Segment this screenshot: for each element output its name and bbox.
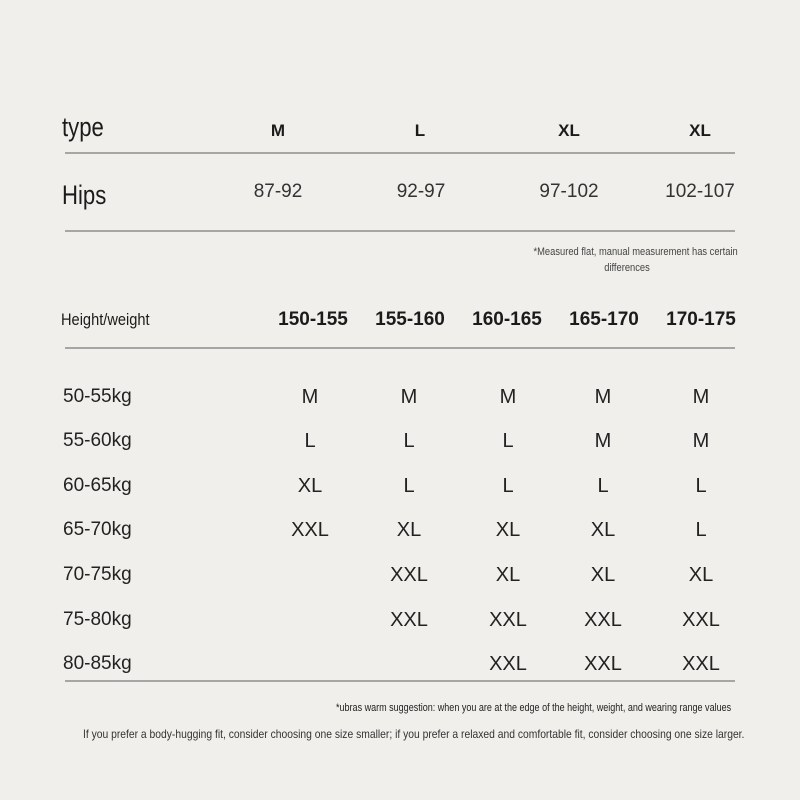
height-column-header: 160-165 [472,309,542,330]
size-cell: L [403,430,415,452]
size-cell: XL [396,519,422,541]
size-cell: XXL [489,653,527,675]
size-cell: XXL [291,519,329,541]
divider [65,347,735,349]
height-weight-header: Height/weight [61,310,150,329]
size-cell: L [403,475,415,497]
fit-suggestion-note: *ubras warm suggestion: when you are at the edge of the height, weight, and wearing range values [336,702,732,714]
weight-label: 75-80kg [63,609,132,630]
height-column-header: 155-160 [375,309,445,330]
size-cell: L [304,430,316,452]
measurement-note-line: differences [604,262,650,274]
hips-value: 102-107 [665,181,735,202]
weight-label: 55-60kg [63,430,132,451]
divider [65,230,735,232]
size-cell: XXL [682,609,720,631]
measurement-note-line: *Measured flat, manual measurement has certain [533,246,738,258]
hips-label: Hips [62,180,107,210]
size-cell: M [594,386,612,408]
size-header-l: L [414,121,426,140]
size-cell: XXL [489,609,527,631]
size-cell: XXL [682,653,720,675]
size-cell: XXL [390,609,428,631]
size-cell: M [301,386,319,408]
size-cell: L [502,430,514,452]
size-cell: XL [590,519,616,541]
size-cell: L [695,475,707,497]
type-label: type [62,112,104,142]
size-cell: XXL [584,653,622,675]
size-cell: XL [495,564,521,586]
size-cell: XXL [584,609,622,631]
size-cell: L [695,519,707,541]
hips-value: 97-102 [539,181,599,202]
height-column-header: 165-170 [569,309,639,330]
size-cell: L [502,475,514,497]
hips-value: 87-92 [253,181,303,202]
size-cell: XL [688,564,714,586]
height-column-header: 170-175 [666,309,736,330]
divider [65,680,735,682]
divider [65,152,735,154]
size-cell: L [597,475,609,497]
fit-advice-note: If you prefer a body-hugging fit, consider choosing one size smaller; if you prefer a relaxed and comfortable fit, consider choosing one size larger. [83,727,745,741]
weight-label: 70-75kg [63,564,132,585]
size-cell: M [692,386,710,408]
weight-label: 80-85kg [63,653,132,674]
size-cell: XL [297,475,323,497]
height-column-header: 150-155 [278,309,348,330]
size-header-m: M [270,121,286,140]
size-header-xl-2: XL [689,121,711,140]
size-cell: M [594,430,612,452]
weight-label: 50-55kg [63,386,132,407]
size-cell: XXL [390,564,428,586]
size-cell: M [400,386,418,408]
size-cell: XL [495,519,521,541]
measurement-note [533,244,738,276]
weight-label: 65-70kg [63,519,132,540]
size-cell: XL [590,564,616,586]
size-header-xl: XL [558,121,580,140]
size-cell: M [499,386,517,408]
size-cell: M [692,430,710,452]
weight-label: 60-65kg [63,475,132,496]
hips-value: 92-97 [396,181,446,202]
